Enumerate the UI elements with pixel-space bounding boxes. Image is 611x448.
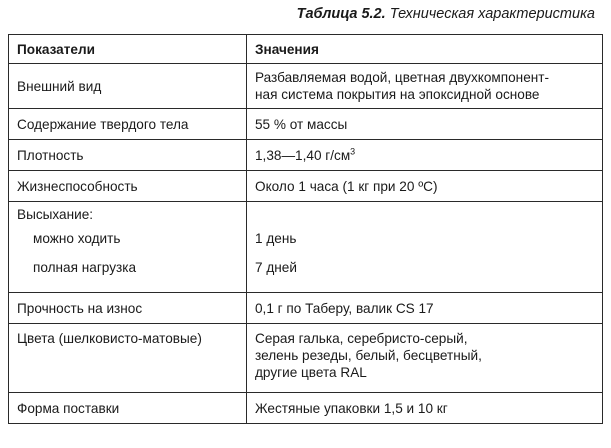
table-header-row — [9, 35, 603, 64]
table-row — [9, 171, 603, 202]
row-value: 0,1 г по Таберу, валик CS 17 — [247, 293, 603, 324]
table-row — [9, 140, 603, 171]
row-value-line: Серая галька, серебристо-серый, — [255, 331, 468, 346]
spec-table — [8, 34, 603, 424]
row-value — [247, 64, 603, 109]
column-header-values: Значения — [247, 35, 603, 64]
row-parameter — [9, 202, 247, 293]
row-parameter: Содержание твердого тела — [9, 109, 247, 140]
row-parameter: Жизнеспособность — [9, 171, 247, 202]
drying-sub-value: 7 дней — [255, 260, 297, 275]
table-row — [9, 202, 603, 293]
row-value-line: зелень резеды, белый, бесцветный, — [255, 348, 482, 363]
row-value: Около 1 часа (1 кг при 20 ºС) — [247, 171, 603, 202]
table-row — [9, 109, 603, 140]
drying-sub-value: 1 день — [255, 231, 297, 246]
row-value: Жестяные упаковки 1,5 и 10 кг — [247, 393, 603, 424]
drying-sub-parameter: полная нагрузка — [33, 260, 137, 275]
drying-sub-parameter: можно ходить — [33, 231, 121, 246]
row-value — [247, 324, 603, 393]
row-value-line: другие цвета RAL — [255, 365, 367, 380]
row-value-line: Разбавляемая водой, цветная двухкомпонент- — [255, 70, 550, 85]
row-parameter: Прочность на износ — [9, 293, 247, 324]
drying-spacer — [255, 206, 594, 230]
density-value: 1,38—1,40 г/см — [255, 147, 351, 163]
row-value — [247, 202, 603, 293]
drying-heading: Высыхание: — [17, 207, 94, 222]
table-number: Таблица 5.2. — [296, 6, 386, 22]
row-parameter: Форма поставки — [9, 393, 247, 424]
row-parameter: Плотность — [9, 140, 247, 171]
table-title: Техническая характеристика — [389, 6, 595, 22]
table-row — [9, 393, 603, 424]
table-caption — [297, 6, 595, 22]
table-row — [9, 324, 603, 393]
density-unit-exponent: 3 — [350, 145, 356, 156]
column-header-parameters: Показатели — [9, 35, 247, 64]
row-parameter: Цвета (шелковисто-матовые) — [9, 324, 247, 393]
row-value-line: ная система покрытия на эпоксидной основе — [255, 87, 540, 102]
table-row — [9, 64, 603, 109]
row-value — [247, 140, 603, 171]
table-row — [9, 293, 603, 324]
row-parameter: Внешний вид — [9, 64, 247, 109]
row-value: 55 % от массы — [247, 109, 603, 140]
